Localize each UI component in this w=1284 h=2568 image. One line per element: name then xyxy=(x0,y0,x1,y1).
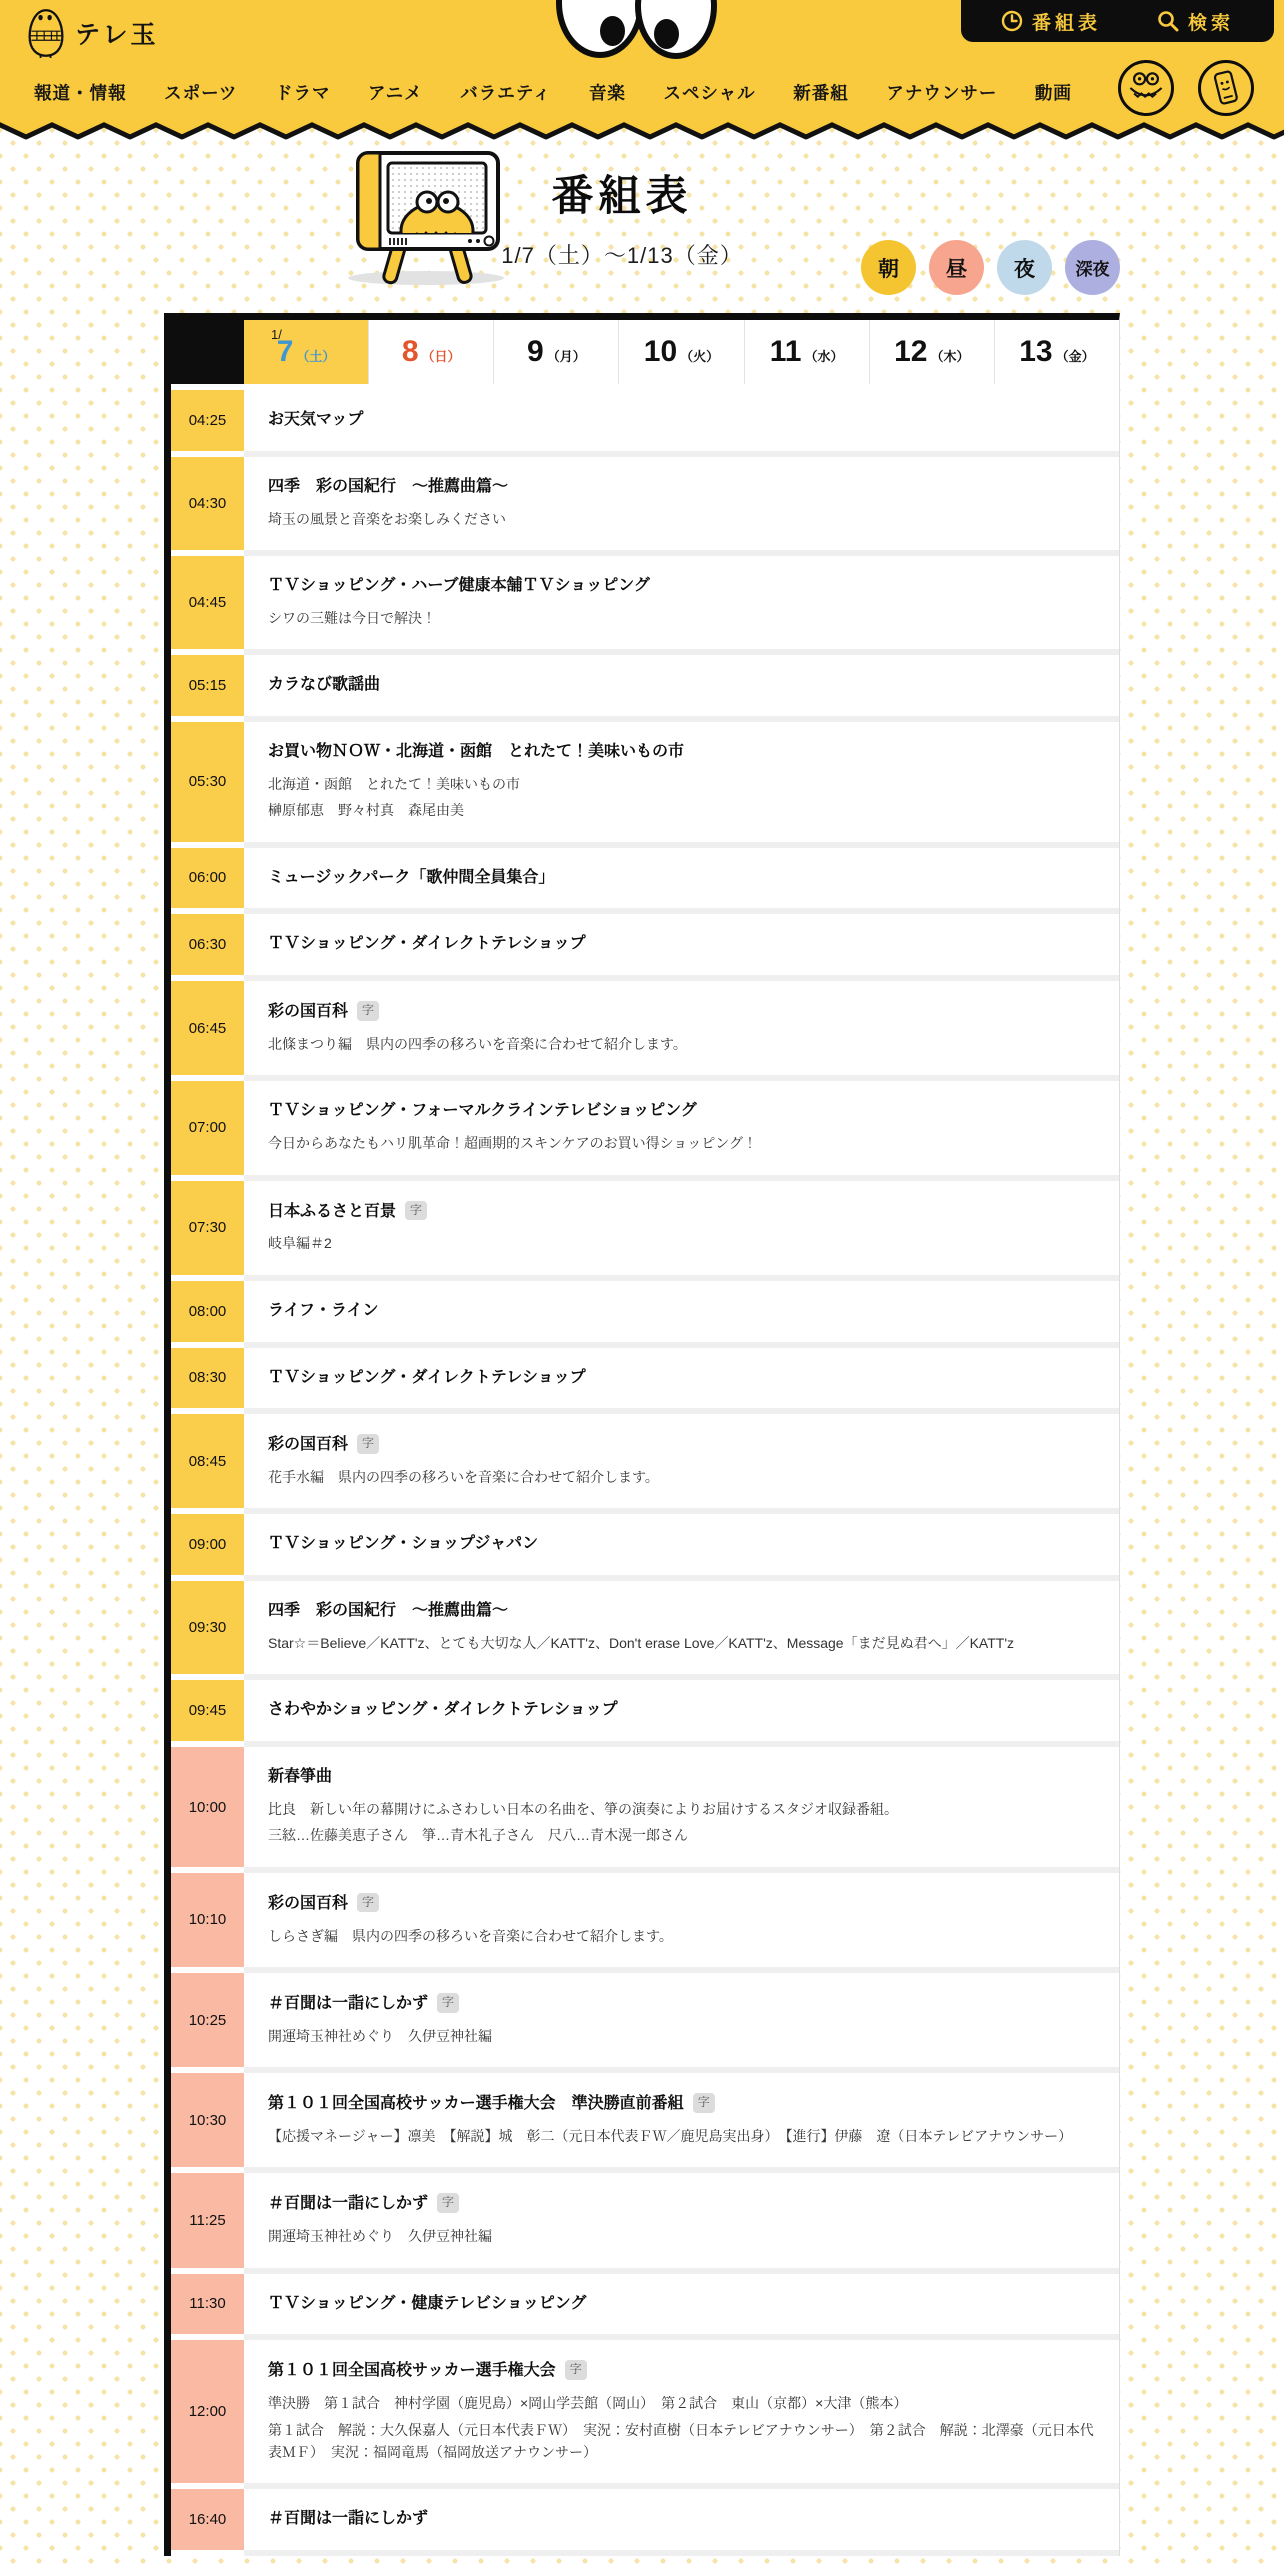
program-time: 04:25 xyxy=(171,390,244,457)
program-cell xyxy=(244,2274,1119,2341)
program-time: 07:00 xyxy=(171,1081,244,1180)
day-tab[interactable] xyxy=(494,320,619,384)
program-cell xyxy=(244,1973,1119,2073)
program-cell xyxy=(244,1414,1119,1514)
program-row[interactable] xyxy=(171,848,1119,915)
program-title xyxy=(268,2193,1095,2215)
program-cell xyxy=(244,722,1119,848)
day-number: 11 xyxy=(769,335,802,368)
program-title xyxy=(268,1534,1095,1555)
program-subtitles xyxy=(268,2125,1095,2147)
program-row[interactable] xyxy=(171,1414,1119,1514)
title-row xyxy=(164,147,1120,301)
program-row[interactable] xyxy=(171,1348,1119,1415)
program-subtitle: しらさぎ編 県内の四季の移ろいを音楽に合わせて紹介します。 xyxy=(268,1927,673,1944)
program-subtitle: 今日からあなたもハリ肌革命！超画期的スキンケアのお買い得ショッピング！ xyxy=(268,1135,758,1152)
program-title xyxy=(268,576,1095,597)
frog-face-icon xyxy=(1124,66,1168,110)
program-cell xyxy=(244,2173,1119,2273)
search-button[interactable] xyxy=(1157,8,1234,35)
program-cell xyxy=(244,981,1119,1081)
program-subtitles xyxy=(268,2225,1095,2247)
program-row[interactable] xyxy=(171,2340,1119,2489)
program-cell xyxy=(244,1181,1119,1281)
day-tab[interactable] xyxy=(995,320,1119,384)
nav-item[interactable]: 動画 xyxy=(1034,82,1072,103)
program-row[interactable] xyxy=(171,1181,1119,1281)
schedule-table xyxy=(164,313,1120,2556)
program-time: 11:25 xyxy=(171,2173,244,2273)
program-cell xyxy=(244,1873,1119,1973)
time-filters xyxy=(861,240,1120,295)
program-subtitle: Star☆＝Believe／KATT'z、とても大切な人／KATT'z、Don't erase Love／KATT'z、Message「まだ見ぬ君へ」／KATT'z xyxy=(268,1635,1015,1652)
program-row[interactable] xyxy=(171,722,1119,848)
program-row[interactable] xyxy=(171,1281,1119,1348)
day-of-week: （水） xyxy=(804,348,844,364)
day-tab[interactable] xyxy=(745,320,870,384)
cc-badge: 字 xyxy=(357,1893,379,1913)
program-subtitle: 花手水編 県内の四季の移ろいを音楽に合わせて紹介します。 xyxy=(268,1469,659,1486)
smartphone-icon xyxy=(1204,66,1248,110)
cc-badge: 字 xyxy=(437,2193,459,2213)
program-time: 12:00 xyxy=(171,2340,244,2489)
day-number: 12 xyxy=(894,335,928,368)
program-title-text: 第１０１回全国高校サッカー選手権大会 xyxy=(268,2362,556,2380)
day-number: 9 xyxy=(527,335,544,368)
day-number: 7 xyxy=(276,335,294,368)
teletama-family-icon[interactable] xyxy=(1118,60,1174,116)
program-title-text: 彩の国百科 xyxy=(268,1894,349,1912)
day-tab[interactable] xyxy=(369,320,494,384)
program-subtitle: 第１試合 解説：大久保嘉人（元日本代表ＦＷ） 実況：安村直樹（日本テレビアナウンサー） 第２試合 解説：北澤豪（元日本代表ＭＦ） 実況：福岡竜馬（福岡放送アナウンサー） xyxy=(268,2421,1094,2460)
program-time: 04:30 xyxy=(171,457,244,556)
teletama-logo[interactable] xyxy=(26,8,159,58)
program-time: 04:45 xyxy=(171,556,244,655)
program-cell xyxy=(244,1581,1119,1680)
program-cell xyxy=(244,1514,1119,1581)
program-title-text: ライフ・ライン xyxy=(268,1301,379,1319)
program-title xyxy=(268,2093,1095,2115)
day-tab[interactable] xyxy=(244,320,369,384)
program-title-text: ＴＶショッピング・ダイレクトテレショップ xyxy=(268,1368,586,1386)
program-cell xyxy=(244,2489,1119,2556)
program-row[interactable] xyxy=(171,981,1119,1081)
program-title xyxy=(268,1201,1095,1223)
program-subtitles xyxy=(268,607,1095,629)
program-row[interactable] xyxy=(171,1873,1119,1973)
program-time: 08:30 xyxy=(171,1348,244,1415)
cc-badge: 字 xyxy=(437,1993,459,2013)
program-title-text: ＴＶショッピング・ショップジャパン xyxy=(268,1535,539,1553)
day-of-week: （土） xyxy=(296,348,336,364)
day-of-week: （金） xyxy=(1055,348,1095,364)
search-icon xyxy=(1157,10,1179,32)
program-row[interactable] xyxy=(171,556,1119,655)
cc-badge: 字 xyxy=(357,1434,379,1454)
program-row[interactable] xyxy=(171,457,1119,556)
program-cell xyxy=(244,1348,1119,1415)
day-month: 1/ xyxy=(271,327,282,342)
day-tab[interactable] xyxy=(870,320,995,384)
schedule-corner-cell xyxy=(171,320,244,384)
program-title-text: お天気マップ xyxy=(268,411,364,428)
program-subtitle: 【応援マネージャー】凛美 【解説】城 彰二（元日本代表ＦＷ／鹿児島実出身） 【進行】伊藤 遼（日本テレビアナウンサー） xyxy=(268,2128,1073,2145)
program-title-text: ＴＶショッピング・フォーマルクラインテレビショッピング xyxy=(268,1102,697,1120)
program-title xyxy=(268,868,1095,889)
main-content xyxy=(164,147,1120,2556)
program-row[interactable] xyxy=(171,1581,1119,1680)
cc-badge: 字 xyxy=(693,2093,715,2113)
date-range: 1/7（土）〜1/13（金） xyxy=(501,243,743,268)
nav-item[interactable]: 新番組 xyxy=(793,82,849,103)
program-subtitles xyxy=(268,508,1095,530)
program-subtitle: 埼玉の風景と音楽をお楽しみください xyxy=(268,510,506,527)
program-subtitles xyxy=(268,1232,1095,1254)
peeking-eyes-icon xyxy=(556,0,717,59)
cc-badge: 字 xyxy=(357,1001,379,1021)
day-tab[interactable] xyxy=(619,320,744,384)
program-time: 05:15 xyxy=(171,655,244,722)
nav-item[interactable]: スペシャル xyxy=(663,82,756,103)
nav-item[interactable]: ドラマ xyxy=(274,82,331,103)
program-subtitle: 三絃…佐藤美恵子さん 箏…青木礼子さん 尺八…青木滉一郎さん xyxy=(268,1827,688,1844)
program-title-text: 日本ふるさと百景 xyxy=(268,1202,397,1220)
program-cell xyxy=(244,390,1119,457)
nav-item[interactable]: スポーツ xyxy=(164,82,238,103)
header-actions xyxy=(961,0,1274,42)
program-title-text: 新春箏曲 xyxy=(268,1768,333,1786)
program-row[interactable] xyxy=(171,1747,1119,1873)
program-cell xyxy=(244,2340,1119,2489)
egg-mascot-icon xyxy=(26,8,66,58)
program-title xyxy=(268,1434,1095,1456)
program-subtitles xyxy=(268,1466,1095,1488)
program-title xyxy=(268,675,1095,696)
program-cell xyxy=(244,1747,1119,1873)
title-block xyxy=(462,163,782,270)
program-title-text: 第１０１回全国高校サッカー選手権大会 準決勝直前番組 xyxy=(268,2095,684,2113)
program-cell xyxy=(244,848,1119,915)
program-title-text: ＃百聞は一詣にしかず xyxy=(268,2510,429,2528)
program-row[interactable] xyxy=(171,914,1119,981)
program-cell xyxy=(244,2073,1119,2173)
eye-right xyxy=(635,0,717,59)
time-filter-button[interactable]: 昼 xyxy=(929,240,984,295)
program-title-text: カラなび歌謡曲 xyxy=(268,676,381,694)
program-cell xyxy=(244,457,1119,556)
program-title-text: ＴＶショッピング・ハーブ健康本舗ＴＶショッピング xyxy=(268,576,650,594)
program-cell xyxy=(244,914,1119,981)
program-subtitle: 比良 新しい年の幕開けにふさわしい日本の名曲を、箏の演奏によりお届けするスタジオ収録番組。 xyxy=(268,1801,898,1818)
zigzag-border xyxy=(0,121,1284,143)
page-title: 番組表 xyxy=(551,172,693,219)
program-row[interactable] xyxy=(171,2489,1119,2556)
program-subtitles xyxy=(268,1798,1095,1847)
schedule-button[interactable] xyxy=(1001,8,1101,35)
day-of-week: （月） xyxy=(546,348,586,364)
program-time: 06:30 xyxy=(171,914,244,981)
program-title-text: お買い物ＮＯＷ・北海道・函館 とれたて！美味いもの市 xyxy=(268,742,685,760)
program-time: 09:00 xyxy=(171,1514,244,1581)
program-title xyxy=(268,2294,1095,2315)
program-subtitle: 開運埼玉神社めぐり 久伊豆神社編 xyxy=(268,2228,492,2245)
program-subtitles xyxy=(268,1132,1095,1154)
program-subtitle: 北海道・函館 とれたて！美味いもの市 xyxy=(268,775,520,792)
program-row[interactable] xyxy=(171,2173,1119,2273)
program-row[interactable] xyxy=(171,1973,1119,2073)
program-title xyxy=(268,1893,1095,1915)
program-subtitle: シワの三難は今日で解決！ xyxy=(268,609,436,626)
program-cell xyxy=(244,1680,1119,1747)
program-time: 09:30 xyxy=(171,1581,244,1680)
program-row[interactable] xyxy=(171,2073,1119,2173)
program-cell xyxy=(244,1281,1119,1348)
nav-stamps xyxy=(1118,68,1254,116)
day-header-row xyxy=(171,320,1119,390)
program-title-text: ＃百聞は一詣にしかず xyxy=(268,2195,429,2213)
time-filter-button[interactable]: 深夜 xyxy=(1065,240,1120,295)
program-title xyxy=(268,410,1095,431)
program-time: 05:30 xyxy=(171,722,244,848)
program-subtitle: 北條まつり編 県内の四季の移ろいを音楽に合わせて紹介します。 xyxy=(268,1035,687,1052)
nav-item[interactable]: バラエティ xyxy=(460,82,552,103)
program-title xyxy=(268,1101,1095,1122)
program-subtitles xyxy=(268,773,1095,822)
program-row[interactable] xyxy=(171,1680,1119,1747)
program-time: 16:40 xyxy=(171,2489,244,2556)
program-time: 10:30 xyxy=(171,2073,244,2173)
program-row[interactable] xyxy=(171,1514,1119,1581)
program-title xyxy=(268,1301,1095,1322)
program-time: 07:30 xyxy=(171,1181,244,1281)
clock-icon xyxy=(1001,10,1023,32)
program-row[interactable] xyxy=(171,655,1119,722)
cc-badge: 字 xyxy=(565,2360,587,2380)
nav-item[interactable]: 音楽 xyxy=(588,82,626,103)
day-number: 10 xyxy=(643,335,678,368)
program-time: 06:45 xyxy=(171,981,244,1081)
program-title-text: 彩の国百科 xyxy=(268,1436,349,1454)
logo-text: テレ玉 xyxy=(75,21,159,49)
program-title xyxy=(268,477,1095,498)
program-rows xyxy=(171,390,1119,2556)
program-title-text: ＃百聞は一詣にしかず xyxy=(268,1995,429,2013)
program-cell xyxy=(244,556,1119,655)
program-title xyxy=(268,2509,1095,2530)
program-title xyxy=(268,1368,1095,1389)
program-subtitle: 開運埼玉神社めぐり 久伊豆神社編 xyxy=(268,2027,492,2044)
program-title xyxy=(268,1993,1095,2015)
program-time: 10:10 xyxy=(171,1873,244,1973)
main-nav xyxy=(0,66,1284,118)
header-top xyxy=(0,0,1284,66)
day-number: 13 xyxy=(1019,335,1053,368)
nav-item[interactable]: アナウンサー xyxy=(886,82,998,103)
program-title-text: 四季 彩の国紀行 ～推薦曲篇～ xyxy=(268,1602,509,1620)
program-cell xyxy=(244,655,1119,722)
teletama-mobile-icon[interactable] xyxy=(1198,60,1254,116)
program-subtitle: 準決勝 第１試合 神村学園（鹿児島）×岡山学芸館（岡山） 第２試合 東山（京都）×大津（熊本） xyxy=(268,2395,908,2412)
program-title xyxy=(268,1700,1095,1721)
program-title-text: ミュージックパーク「歌仲間全員集合」 xyxy=(268,868,555,886)
time-filter-button[interactable]: 夜 xyxy=(997,240,1052,295)
program-title xyxy=(268,1767,1095,1788)
program-cell xyxy=(244,1081,1119,1180)
program-title-text: さわやかショッピング・ダイレクトテレショップ xyxy=(268,1701,618,1719)
program-time: 11:30 xyxy=(171,2274,244,2341)
site-header xyxy=(0,0,1284,122)
program-title xyxy=(268,742,1095,763)
program-time: 10:00 xyxy=(171,1747,244,1873)
program-time: 09:45 xyxy=(171,1680,244,1747)
program-subtitles xyxy=(268,2392,1095,2463)
program-row[interactable] xyxy=(171,1081,1119,1180)
program-subtitles xyxy=(268,1925,1095,1947)
program-title xyxy=(268,1001,1095,1023)
program-subtitle: 岐阜編＃2 xyxy=(268,1235,332,1252)
program-subtitles xyxy=(268,1632,1095,1654)
program-row[interactable] xyxy=(171,2274,1119,2341)
program-subtitles xyxy=(268,2025,1095,2047)
program-subtitle: 榊原郁恵 野々村真 森尾由美 xyxy=(268,802,464,819)
main-nav-links xyxy=(34,80,1072,105)
program-time: 06:00 xyxy=(171,848,244,915)
program-title xyxy=(268,1601,1095,1622)
cc-badge: 字 xyxy=(405,1201,427,1221)
day-of-week: （木） xyxy=(930,348,970,364)
nav-item[interactable]: 報道・情報 xyxy=(34,82,127,103)
search-button-label: 検索 xyxy=(1187,12,1234,34)
program-time: 10:25 xyxy=(171,1973,244,2073)
eye-left xyxy=(556,0,644,58)
program-time: 08:45 xyxy=(171,1414,244,1514)
day-of-week: （火） xyxy=(680,348,720,364)
program-title-text: ＴＶショッピング・ダイレクトテレショップ xyxy=(268,935,586,953)
program-title xyxy=(268,2360,1095,2382)
day-number: 8 xyxy=(401,335,419,368)
program-subtitles xyxy=(268,1033,1095,1055)
nav-item[interactable]: アニメ xyxy=(368,82,423,103)
program-title-text: 彩の国百科 xyxy=(268,1003,349,1021)
day-of-week: （日） xyxy=(421,348,461,364)
program-row[interactable] xyxy=(171,390,1119,457)
program-time: 08:00 xyxy=(171,1281,244,1348)
time-filter-button[interactable]: 朝 xyxy=(861,240,916,295)
program-title-text: ＴＶショッピング・健康テレビショッピング xyxy=(268,2294,587,2312)
program-title xyxy=(268,934,1095,955)
program-title-text: 四季 彩の国紀行 ～推薦曲篇～ xyxy=(268,477,509,495)
schedule-button-label: 番組表 xyxy=(1031,12,1101,34)
